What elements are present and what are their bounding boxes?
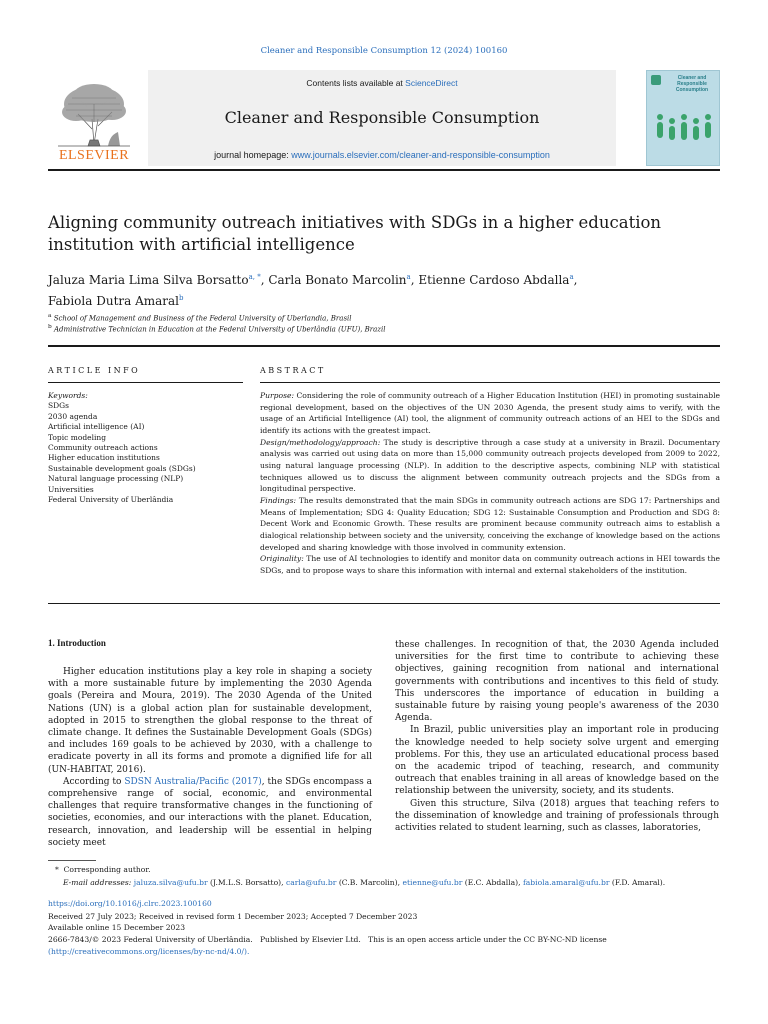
keyword-item: Sustainable development goals (SDGs) (48, 463, 196, 473)
cover-figures-icon (653, 111, 713, 151)
email-link[interactable]: carla@ufu.br (285, 878, 337, 887)
abstract-findings (260, 495, 720, 553)
cover-title: Cleaner and Responsible Consumption (675, 75, 709, 93)
paragraph-text: , the SDGs encompass a comprehensive range of social, economic, and environmental challenges that require transformative changes in the functioning of societies, economies, and our interactions with the planet. Education, research, innovation, and leadership will be essential in helping society meet (48, 776, 372, 848)
email-owner: (C.B. Marcolin), (338, 878, 401, 887)
homepage-link[interactable]: www.journals.elsevier.com/cleaner-and-responsible-consumption (291, 150, 550, 160)
doi-link[interactable] (48, 898, 212, 910)
author-sup[interactable]: a (569, 273, 574, 281)
email-owner: (F.D. Amaral). (611, 878, 666, 887)
publisher-name: ELSEVIER (58, 148, 130, 163)
author-sup[interactable]: a, * (248, 273, 261, 281)
introduction-heading: 1. Introduction (48, 638, 106, 648)
keyword-item: Community outreach actions (48, 443, 158, 453)
keyword-item: SDGs (48, 401, 69, 411)
abstract-design (260, 437, 720, 495)
homepage-label: journal homepage: (214, 150, 292, 160)
keyword-item: Artificial intelligence (AI) (48, 422, 145, 432)
affiliation-text: School of Management and Business of the Federal University of Uberlandia, Brasil (53, 314, 352, 323)
keyword-item: Federal University of Uberlândia (48, 495, 174, 505)
abstract-label: Originality: (260, 554, 304, 564)
corresponding-note (55, 864, 151, 876)
author-name[interactable]: Carla Bonato Marcolin (268, 273, 407, 287)
keywords-list (48, 391, 243, 505)
contents-prefix: Contents lists available at (306, 78, 406, 88)
license-url-text[interactable]: (http://creativecommons.org/licenses/by-nc-nd/4.0/). (48, 947, 250, 956)
cover-emblem-icon (651, 75, 661, 85)
masthead-center (148, 70, 616, 166)
doi-text[interactable]: https://doi.org/10.1016/j.clrc.2023.100160 (48, 899, 212, 908)
keyword-item: Universities (48, 484, 94, 494)
article-info-heading: ARTICLE INFO (48, 366, 141, 375)
contents-line (148, 78, 616, 88)
license-url[interactable] (48, 946, 249, 958)
author-sup[interactable]: a (406, 273, 411, 281)
paper-title: Aligning community outreach initiatives with SDGs in a higher education institution with artificial intelligence (48, 213, 662, 254)
abstract-bottom-rule (48, 603, 720, 604)
affiliation-sup: a (48, 313, 52, 319)
intro-left-column (48, 666, 372, 849)
abstract-label: Findings: (260, 495, 297, 505)
intro-paragraph: Higher education institutions play a key role in shaping a society with a more sustainable future by implementing the 2030 Agenda goals (Pereira and Moura, 2019). The 2030 Agenda of the United Nations (UN) is a global action plan for sustainable development, adopted in 2015 to strengthen the global response to the threat of climate change. It defines the Sustainable Development Goals (SDGs) and includes 169 goals to be achieved by 2030, with a challenge to eradicate poverty in all its forms and promote a dignified life for all (UN-HABITAT, 2016). (48, 667, 372, 775)
abstract-text: The results demonstrated that the main SDGs in community outreach actions are SDG 17: Partnerships and Means of Implementation; SDG 4: Quality Education; SDG 12: Sustainable Consumption and Production and SDG 8: Decent Work and Economic Growth. These results are prominent because community outreach aims to establish a dialogical relationship between society and the university, conceiving the exchange of knowledge based on the actions developed and sharing knowledge with those involved in community extension. (260, 495, 720, 552)
abstract-originality (260, 553, 720, 576)
email-owner: (E.C. Abdalla), (464, 878, 521, 887)
keyword-item: Natural language processing (NLP) (48, 474, 184, 484)
sdsn-citation-link[interactable]: SDSN Australia/Pacific (2017) (124, 776, 262, 787)
journal-cover-thumbnail[interactable] (646, 70, 720, 166)
email-link[interactable]: fabiola.amaral@ufu.br (522, 878, 610, 887)
masthead (48, 70, 720, 166)
abstract-text: The use of AI technologies to identify and monitor data on community outreach actions in HEI towards the SDGs, and to propose ways to share this information with internal and external stakeholders of the institution. (260, 554, 720, 575)
email-line (63, 877, 743, 889)
affiliation (48, 324, 385, 333)
received-dates: Received 27 July 2023; Received in revised form 1 December 2023; Accepted 7 December 2023 (48, 912, 418, 921)
author-sup[interactable]: b (179, 294, 184, 302)
abstract-text: The study is descriptive through a case study at a university in Brazil. Documentary analysis was carried out using data on more than 15,000 community outreach projects developed from 2009 to 2022, using natural language processing (NLP). In addition to the descriptive aspects, combining NLP with statistical techniques allowed us to discuss the alignment between community outreach projects and the SDGs from a longitudinal perspective. (260, 437, 720, 494)
abstract-purpose (260, 390, 720, 437)
keyword-item: Topic modeling (48, 432, 107, 442)
intro-paragraph (48, 776, 372, 849)
email-link[interactable]: jaluza.silva@ufu.br (133, 878, 208, 887)
affiliation-text: Administrative Technician in Education at the Federal University of Uberlândia (UFU), Brazil (53, 325, 386, 334)
intro-right-column (395, 639, 719, 834)
keyword-item: Higher education institutions (48, 453, 160, 463)
footnote-rule (48, 860, 96, 861)
license-text: 2666-7843/© 2023 Federal University of Uberlândia. Published by Elsevier Ltd. This is an open access article under the CC BY-NC-ND license (48, 935, 607, 944)
abstract-rule (260, 382, 720, 383)
asterisk-mark: * (55, 865, 59, 874)
author-list: Jaluza Maria Lima Silva Borsatto$^{a, *}$, Carla Bonato Marcolin$^a$, Etienne Cardoso Abdalla$^a$, Fabiola Dutra Amaral$^b$ (48, 273, 578, 308)
journal-reference[interactable]: Cleaner and Responsible Consumption 12 (2024) 100160 (260, 46, 508, 56)
keyword-item: 2030 agenda (48, 411, 98, 421)
article-info-rule (48, 382, 243, 383)
author-name[interactable]: Fabiola Dutra Amaral (48, 294, 180, 308)
paragraph-text: According to (63, 776, 125, 787)
affiliation (48, 313, 352, 322)
author-name[interactable]: Jaluza Maria Lima Silva Borsatto (48, 273, 249, 287)
abstract-heading: ABSTRACT (260, 366, 326, 375)
intro-paragraph: these challenges. In recognition of that, the 2030 Agenda included universities for the first time to contribute to achieving these objectives, gaining recognition from national and international governments with contributions and incentives to this field of study. This underscores the importance of education in building a sustainable future by raising young people's awareness of the 2030 Agenda. (395, 640, 719, 724)
masthead-rule (48, 169, 720, 171)
intro-paragraph: In Brazil, public universities play an important role in producing the knowledge needed to help society solve urgent and emerging problems. For this, they use an articulated educational process based on the academic tripod of teaching, research, and community outreach that enables training in all areas of knowledge based on the relationship between the university, society, and its students. (395, 725, 719, 797)
corresponding-text: Corresponding author. (63, 865, 151, 874)
email-link[interactable]: etienne@ufu.br (402, 878, 463, 887)
info-rule (48, 345, 720, 347)
email-label: E-mail addresses: (63, 878, 132, 887)
sciencedirect-link[interactable]: ScienceDirect (405, 78, 458, 88)
available-online: Available online 15 December 2023 (48, 923, 186, 932)
journal-title: Cleaner and Responsible Consumption (224, 108, 540, 127)
author-name[interactable]: Etienne Cardoso Abdalla (418, 273, 570, 287)
journal-homepage (148, 150, 616, 160)
abstract-text: Considering the role of community outreach of a Higher Education Institution (HEI) in promoting sustainable regional development, based on the objectives of the UN 2030 Agenda, the present study aims to verify, with the usage of an Artificial Intelligence (AI) tool, the alignment of community outreach actions of an HEI to the SDGs and identify its actions with the greatest impact. (260, 391, 721, 435)
abstract-label: Design/methodology/approach: (260, 437, 381, 447)
intro-paragraph: Given this structure, Silva (2018) argues that teaching refers to the dissemination of knowledge and training of professionals through activities related to student learning, such as classes, laboratories, (395, 798, 719, 834)
abstract-label: Purpose: (260, 391, 295, 400)
keywords-label: Keywords: (48, 391, 88, 400)
email-owner: (J.M.L.S. Borsatto), (210, 878, 284, 887)
affiliation-sup: b (48, 324, 52, 330)
abstract-body (260, 390, 720, 577)
